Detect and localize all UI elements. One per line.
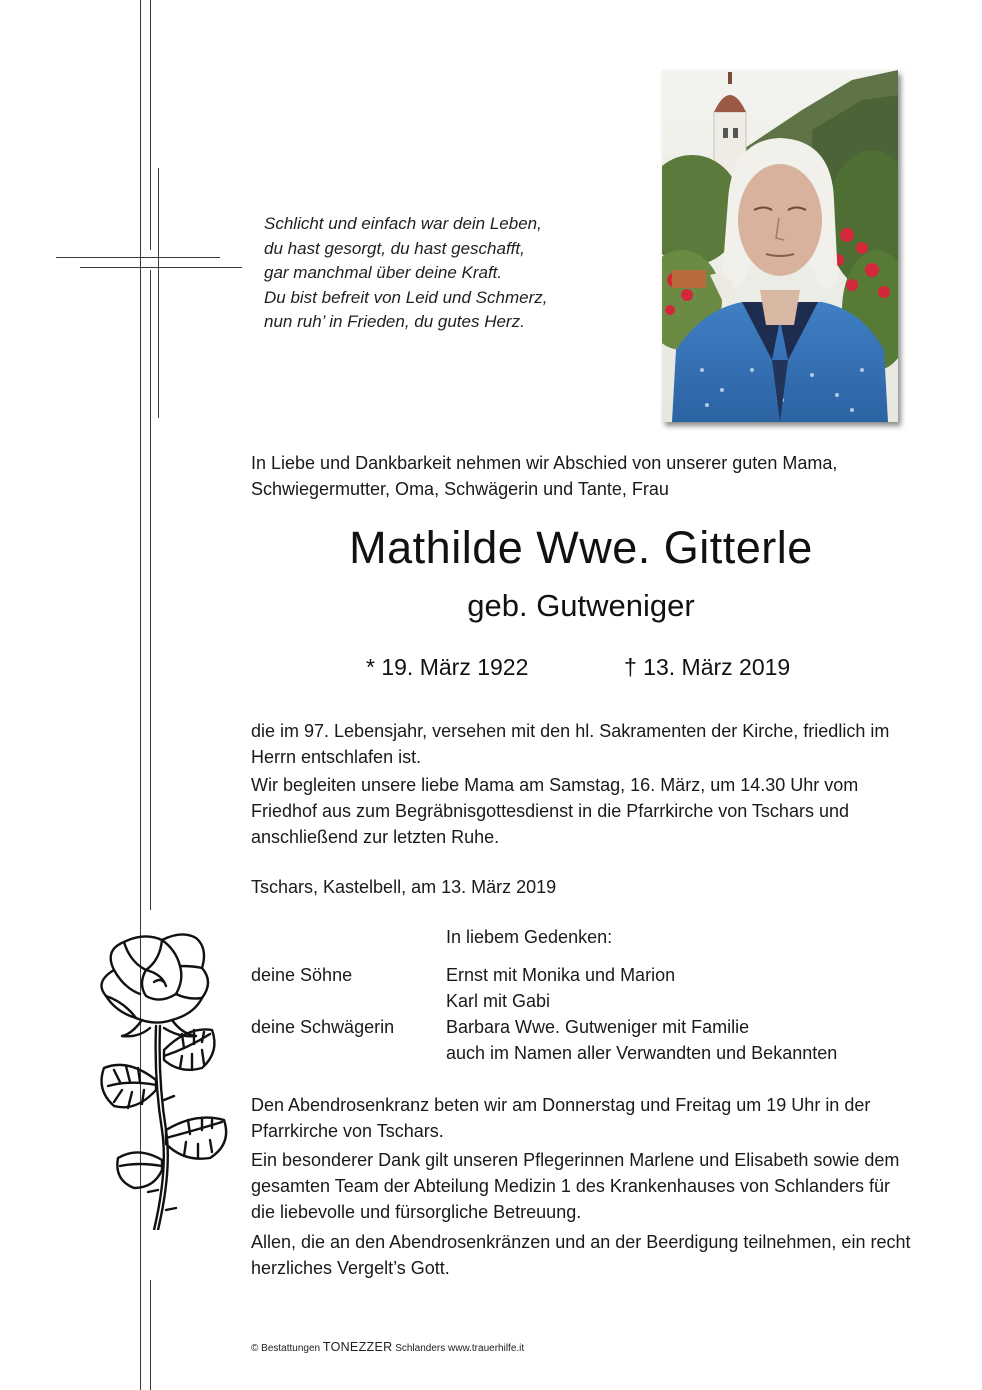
deceased-name: Mathilde Wwe. Gitterle (349, 522, 813, 573)
poem-line: nun ruh’ in Frieden, du gutes Herz. (264, 312, 525, 331)
intro-text (251, 450, 931, 502)
cross-horizontal-bottom (80, 267, 242, 268)
intro-line: In Liebe und Dankbarkeit nehmen wir Abschied von unserer guten Mama, (251, 453, 838, 473)
relation-names: Ernst mit Monika und Marion (446, 965, 676, 985)
thanks-paragraph: Ein besonderer Dank gilt unseren Pflegerinnen Marlene und Elisabeth sowie dem gesamten Team der Abteilung Medizin 1 des Krankenhauses von Schlanders für die liebevolle und fürsorgliche Betreuung. (251, 1150, 900, 1222)
thanks-paragraph: Allen, die an den Abendrosenkränzen und an der Beerdigung teilnehmen, ein recht herzliches Vergelt’s Gott. (251, 1232, 911, 1278)
relation-names: Barbara Wwe. Gutweniger mit Familie (446, 1017, 750, 1037)
rosary-notice: Den Abendrosenkranz beten wir am Donnerstag und Freitag um 19 Uhr in der Pfarrkirche von Tschars. (251, 1095, 871, 1141)
birth-date: * 19. März 1922 (366, 654, 529, 680)
footer-brand: TONEZZER (322, 1340, 393, 1354)
cross-vertical-inner (158, 168, 159, 418)
place-date: Tschars, Kastelbell, am 13. März 2019 (251, 877, 557, 897)
cross-vertical-right-lower (150, 270, 151, 910)
poem-line: Du bist befreit von Leid und Schmerz, (264, 287, 548, 307)
mourners-heading: In liebem Gedenken: (446, 927, 613, 947)
body-paragraph: die im 97. Lebensjahr, versehen mit den hl. Sakramenten der Kirche, friedlich im Herrn entschlafen ist. (251, 721, 890, 767)
footer-town: Schlanders (395, 1343, 446, 1354)
maiden-name: geb. Gutweniger (467, 588, 695, 623)
intro-line: Schwiegermutter, Oma, Schwägerin und Tante, Frau (251, 479, 669, 499)
list-item (251, 1040, 921, 1066)
relation-names: auch im Namen aller Verwandten und Bekannten (446, 1043, 838, 1063)
cross-horizontal-top (56, 257, 220, 258)
death-date: † 13. März 2019 (624, 654, 791, 680)
footer-copyright: © Bestattungen (251, 1343, 321, 1354)
poem-line: Schlicht und einfach war dein Leben, (264, 214, 542, 233)
relation-names: Karl mit Gabi (446, 991, 551, 1011)
list-item (251, 1014, 921, 1040)
relation-role: deine Söhne (251, 965, 353, 985)
cross-vertical-right (150, 0, 151, 250)
mourners-list (251, 962, 921, 1066)
relation-role: deine Schwägerin (251, 1017, 395, 1037)
body-paragraph: Wir begleiten unsere liebe Mama am Samstag, 16. März, um 14.30 Uhr vom Friedhof aus zum Begräbnisgottesdienst in die Pfarrkirche von Tschars und anschließend zur letzten Ruhe. (251, 775, 859, 847)
poem-line: gar manchmal über deine Kraft. (264, 263, 503, 282)
poem-line: du hast gesorgt, du hast geschafft, (264, 238, 525, 258)
rose-icon (84, 930, 244, 1230)
poem (264, 212, 624, 335)
portrait-photo (662, 70, 898, 422)
list-item (251, 988, 921, 1014)
cross-vertical-right-bottom (150, 1280, 151, 1390)
footer (251, 1340, 524, 1356)
list-item (251, 962, 921, 988)
footer-website[interactable]: www.trauerhilfe.it (448, 1343, 525, 1354)
